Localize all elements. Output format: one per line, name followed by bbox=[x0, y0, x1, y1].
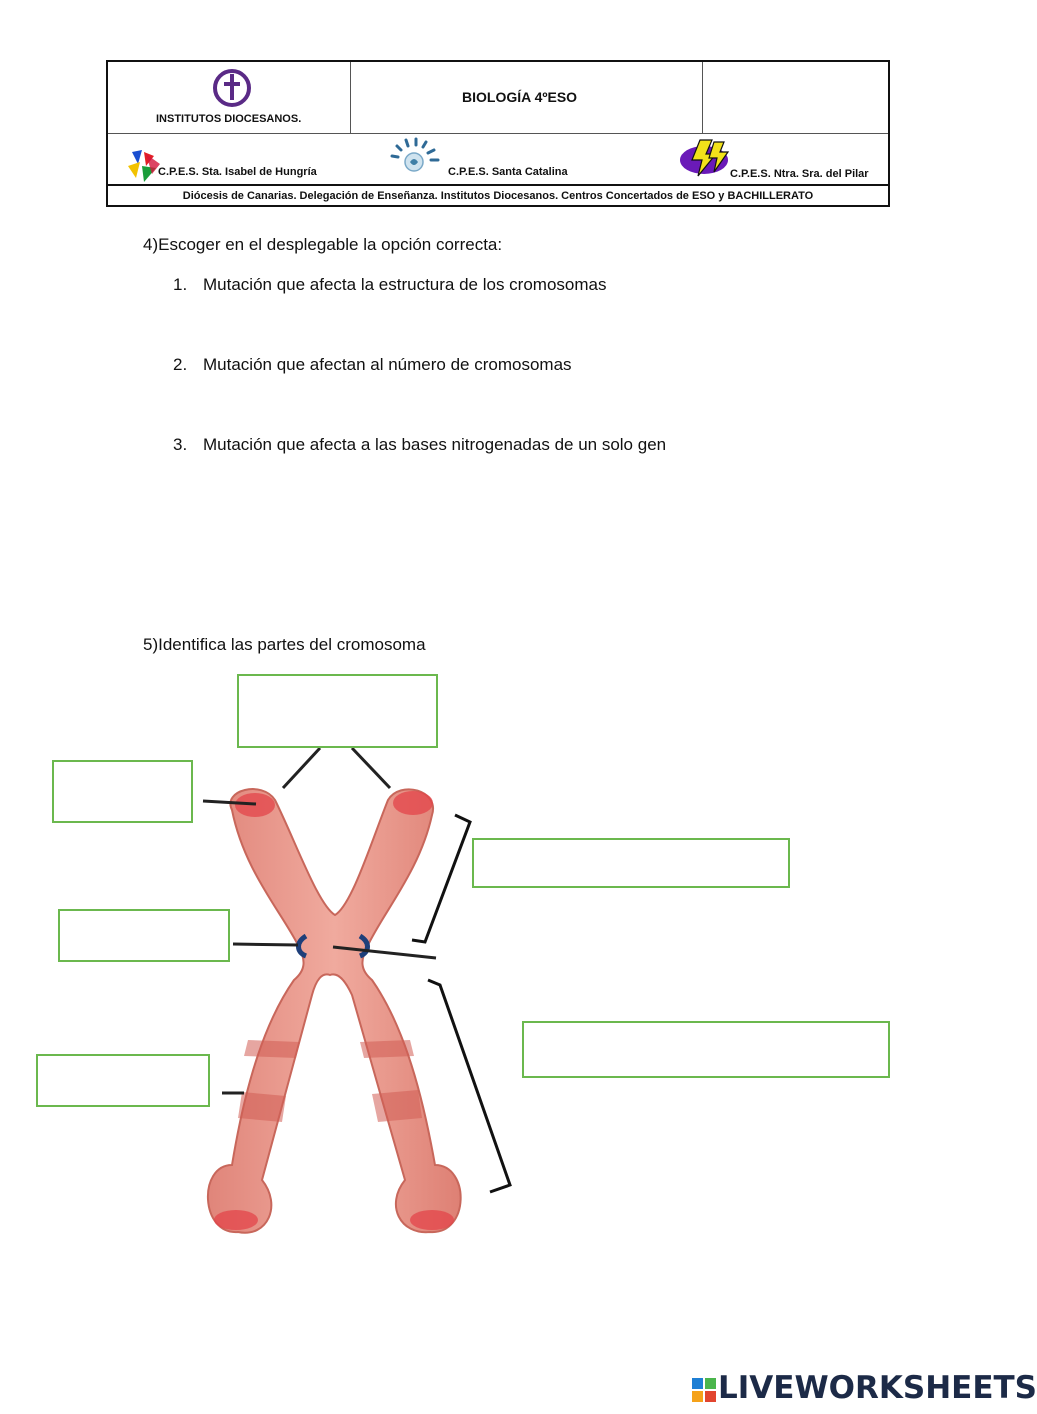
header-table bbox=[106, 60, 890, 207]
subject-title: BIOLOGÍA 4ºESO bbox=[462, 89, 578, 105]
telomere-tip bbox=[393, 791, 433, 815]
answer-box-telomere[interactable] bbox=[52, 760, 193, 823]
school-catalina-logo-icon bbox=[386, 136, 442, 176]
list-item bbox=[173, 355, 572, 375]
header-divider bbox=[108, 133, 888, 134]
list-item bbox=[173, 435, 666, 455]
diocesan-cross-logo-icon bbox=[212, 66, 252, 110]
question-5-prompt: 5)Identifica las partes del cromosoma bbox=[143, 635, 426, 654]
answer-box-lower-arm[interactable] bbox=[522, 1021, 890, 1078]
header-footer-text: Diócesis de Canarias. Delegación de Enseñanza. Institutos Diocesanos. Centros Concertados de ESO y BACHILLERATO bbox=[182, 190, 814, 202]
list-item-text: Mutación que afectan al número de cromosomas bbox=[203, 355, 572, 374]
school-pilar-name: C.P.E.S. Ntra. Sra. del Pilar bbox=[730, 168, 869, 180]
school-isabel-name: C.P.E.S. Sta. Isabel de Hungría bbox=[158, 166, 317, 178]
question-4-prompt: 4)Escoger en el desplegable la opción correcta: bbox=[143, 235, 503, 254]
chromosome-body bbox=[208, 789, 461, 1233]
lower-arm-bracket bbox=[428, 980, 510, 1192]
header-divider bbox=[350, 62, 351, 134]
list-item-number: 1. bbox=[173, 275, 188, 294]
list-item-number: 2. bbox=[173, 355, 188, 374]
chromosome-diagram bbox=[0, 660, 1000, 1280]
answer-box-centromere[interactable] bbox=[58, 909, 230, 962]
school-pilar-logo-icon bbox=[678, 138, 736, 178]
liveworksheets-brand: LIVEWORKSHEETS bbox=[718, 1370, 1037, 1406]
answer-box-chromatid[interactable] bbox=[36, 1054, 210, 1107]
list-item bbox=[173, 275, 606, 295]
telomere-tip bbox=[214, 1210, 258, 1230]
list-item-number: 3. bbox=[173, 435, 188, 454]
liveworksheets-logo-icon bbox=[692, 1378, 716, 1402]
answer-box-upper-arm[interactable] bbox=[472, 838, 790, 888]
answer-box-top[interactable] bbox=[237, 674, 438, 748]
telomere-tip bbox=[410, 1210, 454, 1230]
institution-name: INSTITUTOS DIOCESANOS. bbox=[156, 113, 302, 125]
list-item-text: Mutación que afecta la estructura de los cromosomas bbox=[203, 275, 607, 294]
school-catalina-name: C.P.E.S. Santa Catalina bbox=[448, 166, 568, 178]
list-item-text: Mutación que afecta a las bases nitrogenadas de un solo gen bbox=[203, 435, 667, 454]
header-divider bbox=[702, 62, 703, 134]
header-divider bbox=[108, 184, 888, 186]
